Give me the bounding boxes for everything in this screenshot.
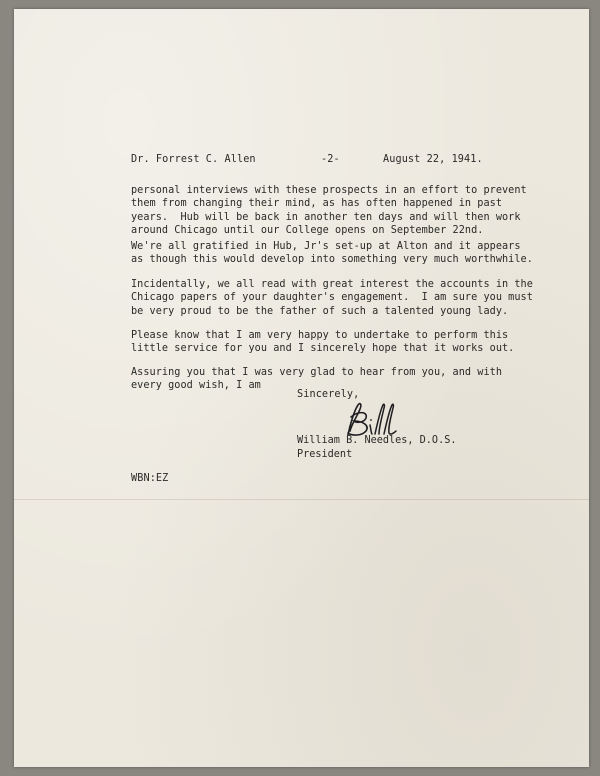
header-recipient: Dr. Forrest C. Allen xyxy=(131,154,256,165)
paragraph-line: as though this would develop into something very much worthwhile. xyxy=(131,254,533,266)
signature-block xyxy=(297,434,456,461)
letter-page xyxy=(14,9,589,767)
signer-title: President xyxy=(297,448,353,460)
paragraph-line: every good wish, I am xyxy=(131,380,261,392)
paragraph-line: personal interviews with these prospects in an effort to prevent xyxy=(131,185,527,196)
body-paragraph-2 xyxy=(131,240,533,267)
paragraph-line: around Chicago until our College opens on September 22nd. xyxy=(131,224,484,236)
paragraph-line: Incidentally, we all read with great interest the accounts in the xyxy=(131,279,533,290)
paragraph-line: little service for you and I sincerely hope that it works out. xyxy=(131,343,515,355)
paragraph-line: years. Hub will be back in another ten days and will then work xyxy=(131,211,521,223)
paragraph-line: Assuring you that I was very glad to hear from you, and with xyxy=(131,367,503,378)
paper-fold-line xyxy=(14,499,589,500)
header-page-number: -2- xyxy=(321,154,340,165)
paragraph-line: Chicago papers of your daughter's engagement. I am sure you must xyxy=(131,292,533,304)
closing-salutation: Sincerely, xyxy=(297,389,360,400)
paragraph-line: We're all gratified in Hub, Jr's set-up at Alton and it appears xyxy=(131,241,521,252)
paragraph-line: them from changing their mind, as has often happened in past xyxy=(131,198,503,210)
reference-initials: WBN:EZ xyxy=(131,473,169,484)
body-paragraph-4 xyxy=(131,329,514,356)
body-paragraph-1 xyxy=(131,184,527,237)
signer-name: William B. Needles, D.O.S. xyxy=(297,435,457,446)
body-paragraph-3 xyxy=(131,278,533,318)
header-date: August 22, 1941. xyxy=(383,154,483,165)
paragraph-line: Please know that I am very happy to undertake to perform this xyxy=(131,330,509,341)
paragraph-line: be very proud to be the father of such a talented young lady. xyxy=(131,305,509,317)
